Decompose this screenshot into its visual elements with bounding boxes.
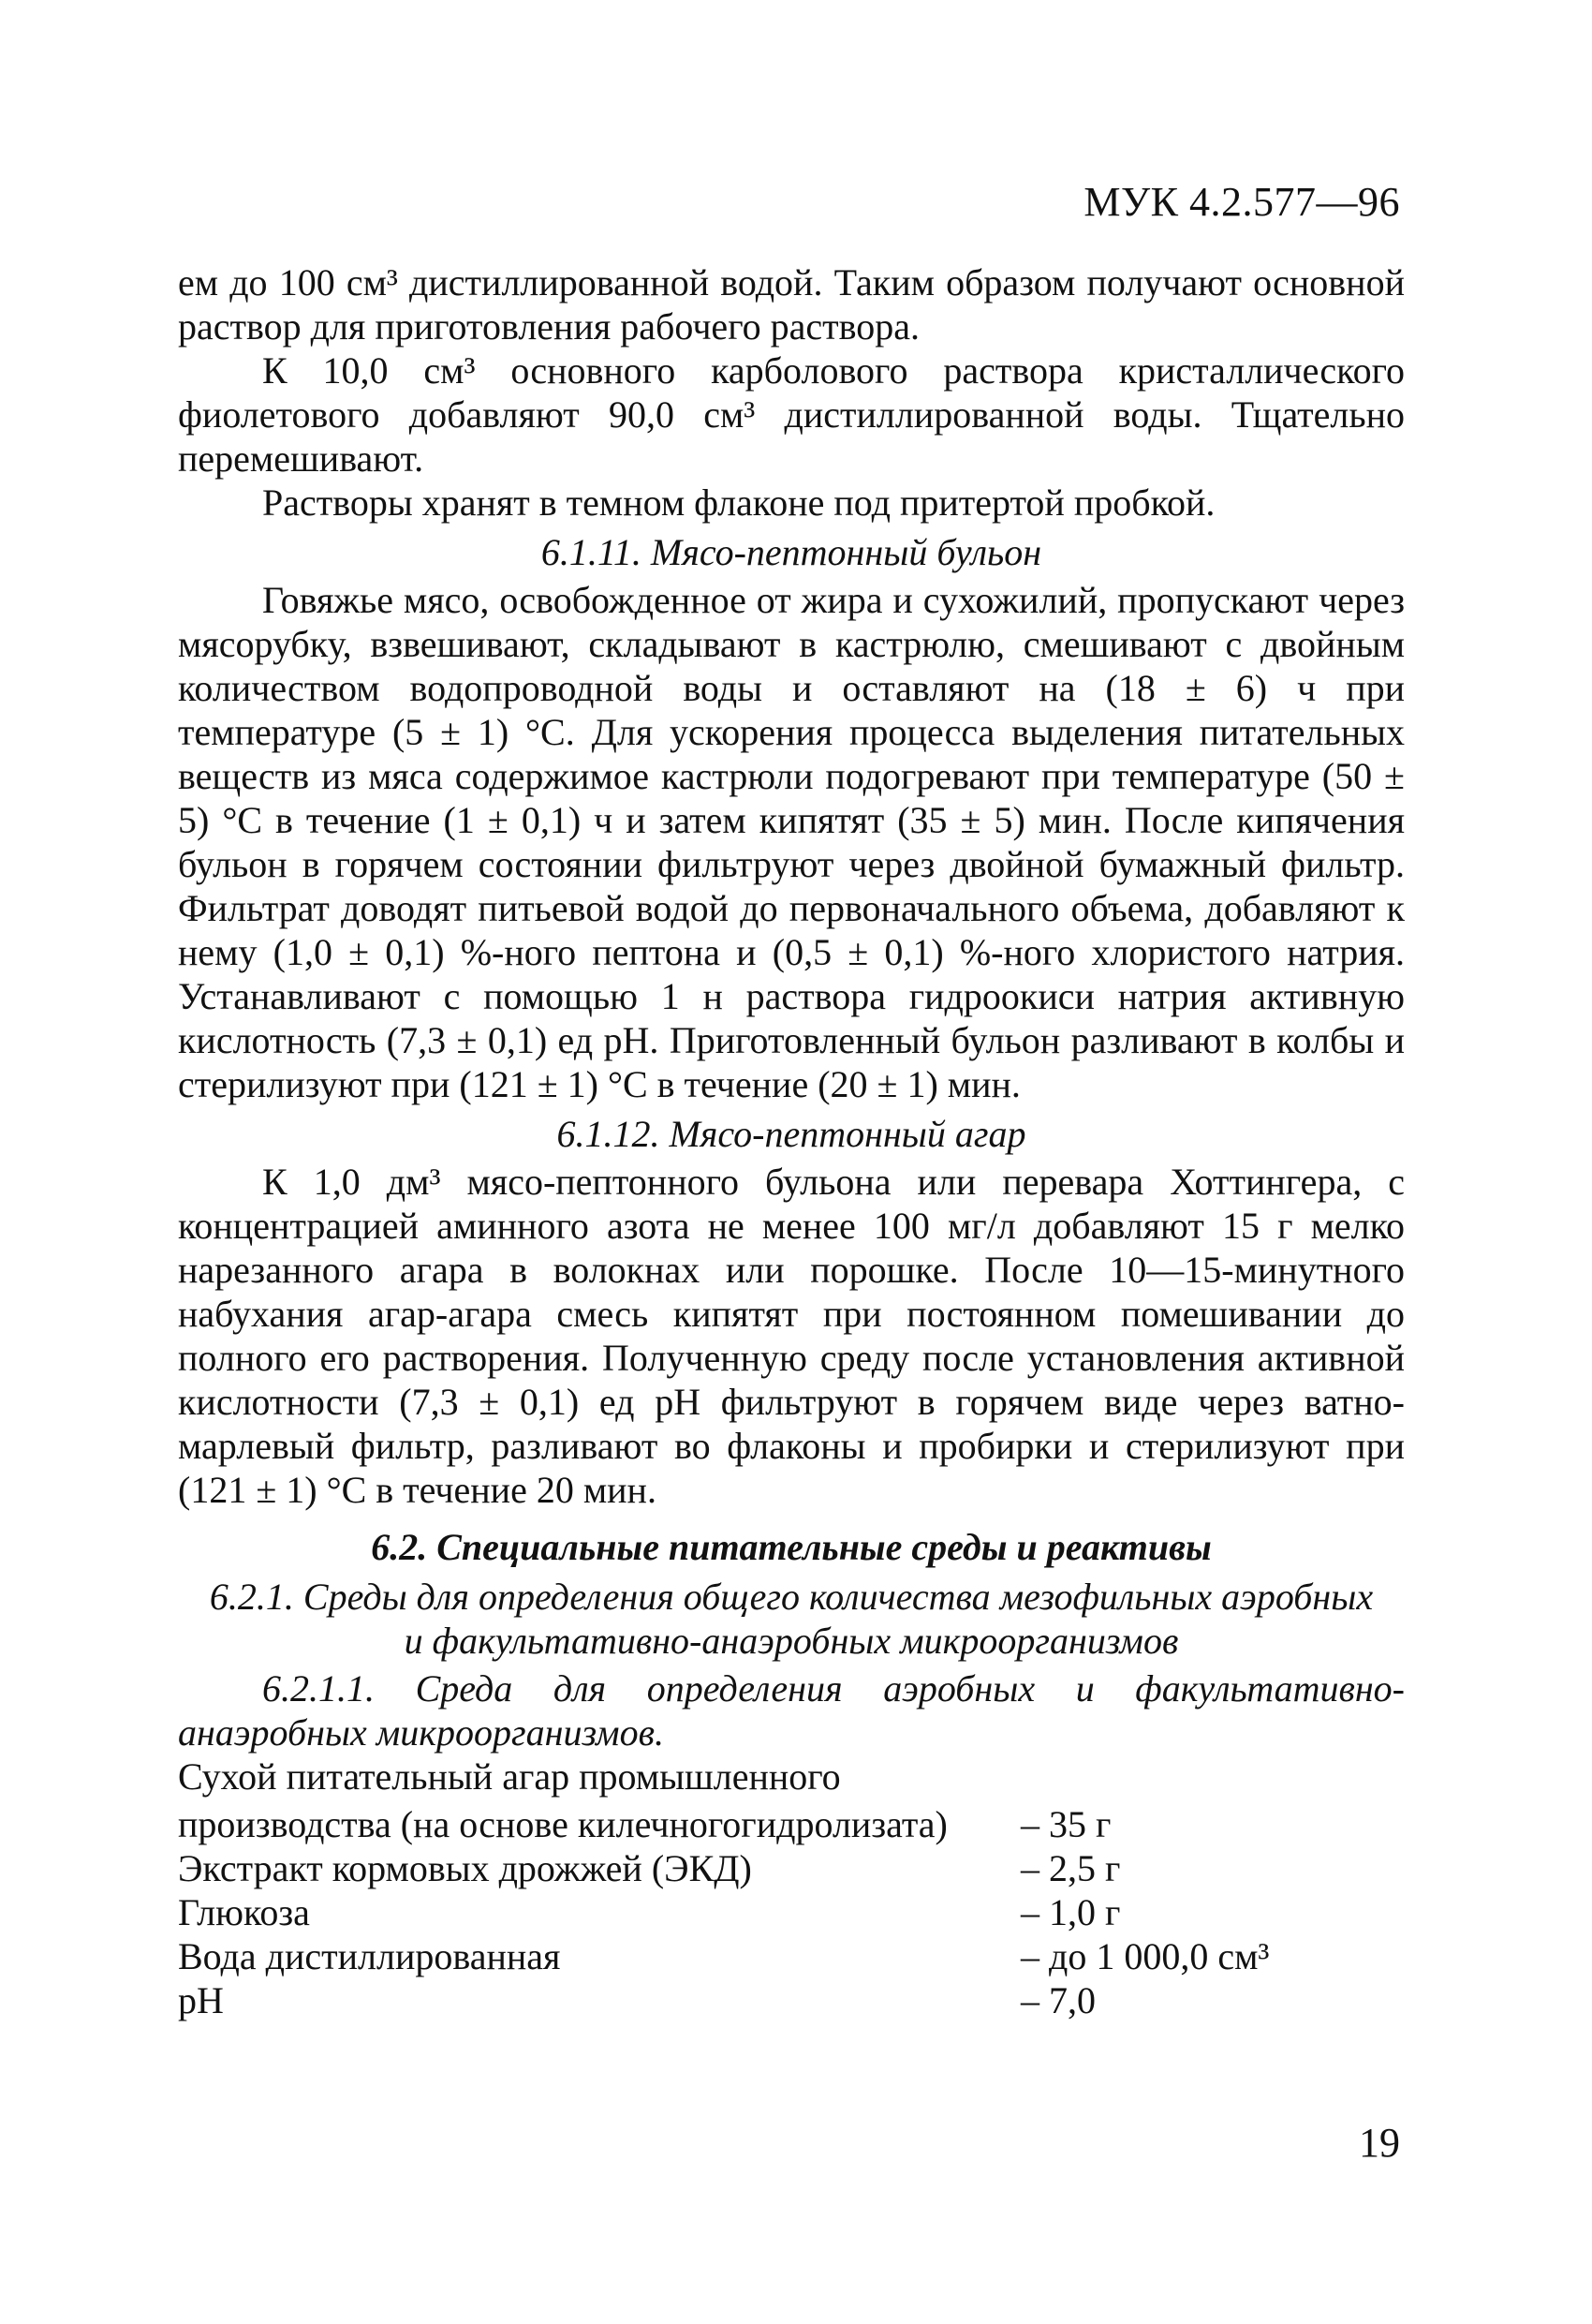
recipe-row xyxy=(178,1978,1269,2022)
page-number: 19 xyxy=(1359,2120,1400,2166)
recipe-ingredient: pH xyxy=(178,1979,224,2021)
section-heading-6-2: 6.2. Специальные питательные среды и реактивы xyxy=(371,1526,1212,1568)
paragraph-working-solution: К 10,0 см³ основного карболового раствора кристаллического фиолетового добавляют 90,0 см³ дистиллированной воды. Тщательно перемешивают. xyxy=(178,349,1405,480)
recipe-amount: – 7,0 xyxy=(1021,1979,1096,2021)
recipe-row xyxy=(178,1890,1269,1934)
recipe-amount: – 2,5 г xyxy=(1021,1847,1121,1889)
page-content xyxy=(178,260,1405,2022)
recipe-ingredient: производства (на основе килечногогидролизата) xyxy=(178,1803,948,1845)
section-heading-6-2-1-line1: 6.2.1. Среды для определения общего количества мезофильных аэробных xyxy=(209,1576,1374,1618)
recipe-table xyxy=(178,1802,1269,2022)
paragraph-meat-broth: Говяжье мясо, освобожденное от жира и сухожилий, пропускают через мясорубку, взвешивают, складывают в кастрюлю, смешивают с двойным количеством водопроводной воды и оставляют на (18 ± 6) ч при температуре (5 ± 1) °С. Для ускорения процесса выделения питательных веществ из мяса содержимое кастрюли подогревают при температуре (50 ± 5) °С в течение (1 ± 0,1) ч и затем кипятят (35 ± 5) мин. После кипячения бульон в горячем состоянии фильтруют через двойной бумажный фильтр. Фильтрат доводят питьевой водой до первоначального объема, добавляют к нему (1,0 ± 0,1) %-ного пептона и (0,5 ± 0,1) %-ного хлористого натрия. Устанавливают с помощью 1 н раствора гидроокиси натрия активную кислотность (7,3 ± 0,1) ед pH. Приготовленный бульон разливают в колбы и стерилизуют при (121 ± 1) °С в течение (20 ± 1) мин. xyxy=(178,579,1405,1105)
recipe-amount: – 35 г xyxy=(1021,1803,1112,1845)
paragraph-meat-agar: К 1,0 дм³ мясо-пептонного бульона или перевара Хоттингера, с концентрацией аминного азота не менее 100 мг/л добавляют 15 г мелко нарезанного агара в волокнах или порошке. После 10—15-минутного набухания агар-агара смесь кипятят при постоянном помешивании до полного его растворения. Полученную среду после установления активной кислотности (7,3 ± 0,1) ед pH фильтруют в горячем виде через ватно-марлевый фильтр, разливают во флаконы и пробирки и стерилизуют при (121 ± 1) °С в течение 20 мин. xyxy=(178,1161,1405,1511)
recipe-row xyxy=(178,1934,1269,1978)
section-heading-6-1-12: 6.1.12. Мясо-пептонный агар xyxy=(556,1113,1026,1155)
recipe-amount: – до 1 000,0 см³ xyxy=(1021,1935,1270,1977)
recipe-ingredient: Экстракт кормовых дрожжей (ЭКД) xyxy=(178,1847,752,1889)
recipe-ingredient: Вода дистиллированная xyxy=(178,1935,561,1977)
paragraph-storage: Растворы хранят в темном флаконе под притертой пробкой. xyxy=(262,481,1216,524)
section-heading-6-2-1-1: 6.2.1.1. Среда для определения аэробных и факультативно-анаэробных микроорганизмов. xyxy=(178,1667,1405,1754)
recipe-amount: – 1,0 г xyxy=(1021,1891,1121,1933)
paragraph-continuation: ем до 100 см³ дистиллированной водой. Таким образом получают основной раствор для приготовления рабочего раствора. xyxy=(178,261,1405,348)
section-heading-6-1-11: 6.1.11. Мясо-пептонный бульон xyxy=(540,531,1042,573)
recipe-intro: Сухой питательный агар промышленного xyxy=(178,1755,841,1798)
recipe-row xyxy=(178,1846,1269,1890)
document-code-header: МУК 4.2.577—96 xyxy=(1083,179,1400,225)
recipe-row xyxy=(178,1802,1269,1846)
recipe-ingredient: Глюкоза xyxy=(178,1891,310,1933)
section-heading-6-2-1-line2: и факультативно-анаэробных микроорганизмов xyxy=(404,1620,1179,1662)
